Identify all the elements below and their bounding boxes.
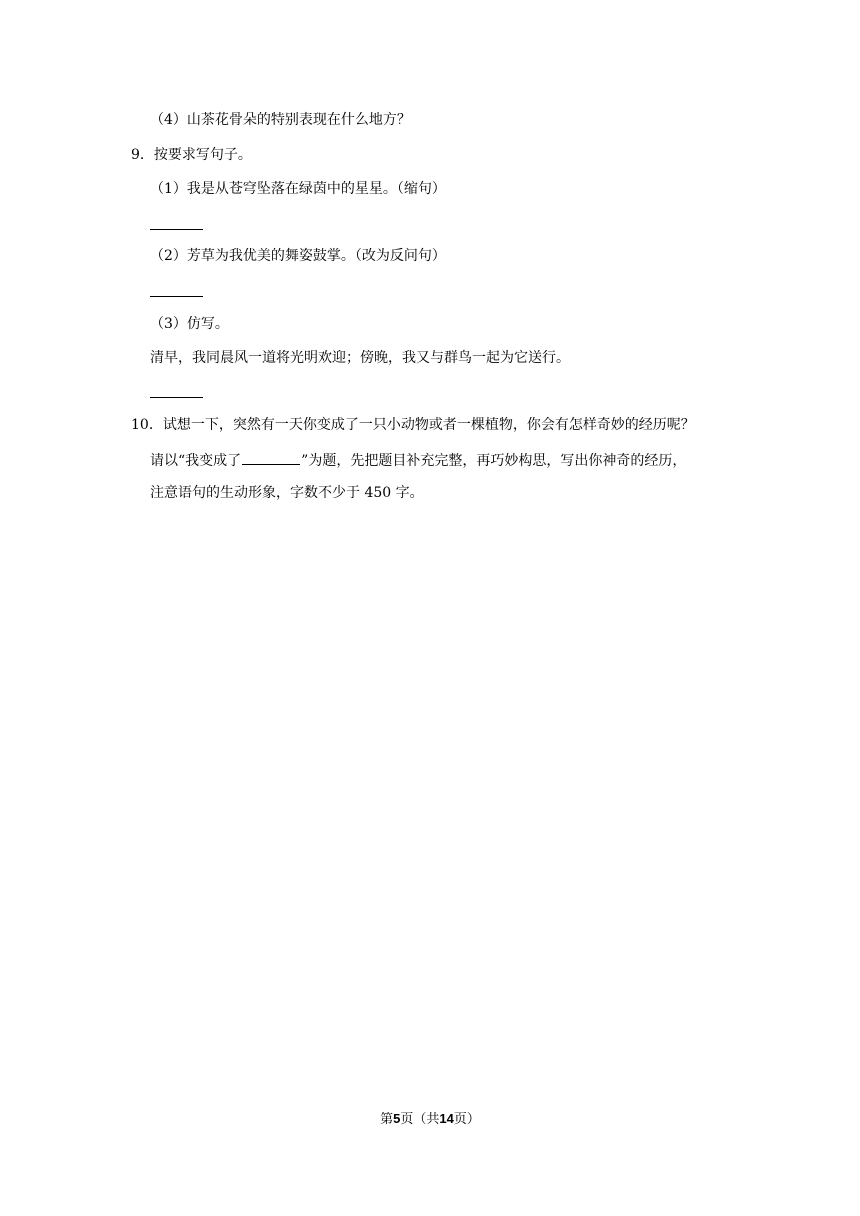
question-10-stem: 10．试想一下，突然有一天你变成了一只小动物或者一棵植物，你会有怎样奇妙的经历呢？ — [131, 417, 695, 433]
question-9-sub-3-example: 清早，我同晨风一道将光明欢迎；傍晚，我又与群鸟一起为它送行。 — [150, 350, 570, 366]
title-fill-blank — [242, 449, 300, 465]
question-9-stem: 9．按要求写句子。 — [131, 147, 252, 163]
footer-prefix: 第 — [380, 1112, 394, 1127]
question-8-sub-4: （4）山茶花骨朵的特别表现在什么地方？ — [150, 112, 411, 128]
question-9-sub-2: （2）芳草为我优美的舞姿鼓掌。（改为反问句） — [150, 248, 446, 264]
footer-suffix: 页） — [453, 1112, 480, 1127]
question-10-title-suffix: ”为题，先把题目补充完整，再巧妙构思，写出你神奇的经历， — [301, 453, 687, 469]
footer-total-pages: 14 — [439, 1111, 454, 1126]
question-10-title-prefix: 请以“我变成了 — [150, 453, 242, 469]
page-footer — [0, 1109, 860, 1130]
answer-blank-1 — [150, 229, 203, 230]
answer-blank-3 — [150, 397, 203, 398]
footer-page-number: 5 — [393, 1111, 401, 1126]
footer-middle: 页（共 — [400, 1112, 440, 1127]
question-10-line-2 — [150, 449, 686, 469]
answer-blank-2 — [150, 296, 203, 297]
question-9-sub-3: （3）仿写。 — [150, 316, 229, 332]
question-9-sub-1: （1）我是从苍穹坠落在绿茵中的星星。（缩句） — [150, 181, 446, 197]
question-10-line-3: 注意语句的生动形象，字数不少于 450 字。 — [150, 485, 424, 501]
